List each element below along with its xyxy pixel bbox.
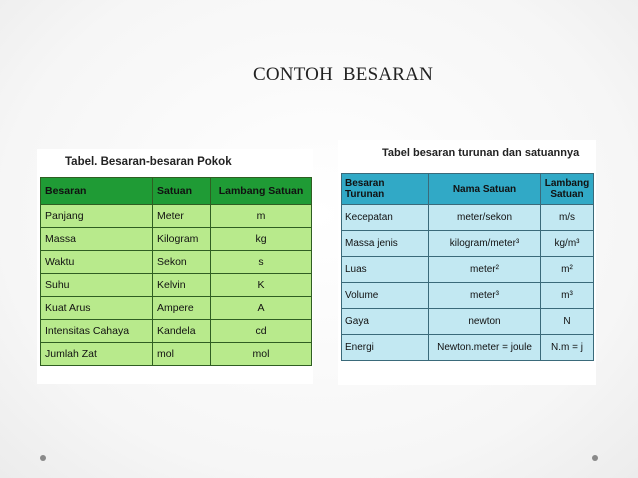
pokok-cell-satuan: Meter	[153, 205, 211, 228]
pokok-cell-besaran: Suhu	[41, 274, 153, 297]
table-row	[342, 257, 594, 283]
turunan-cell-nama-satuan: meter²	[429, 257, 541, 283]
pokok-cell-satuan: Kelvin	[153, 274, 211, 297]
table-row	[342, 283, 594, 309]
turunan-cell-lambang: m/s	[541, 205, 594, 231]
pokok-cell-lambang: mol	[211, 343, 312, 366]
table-row	[41, 343, 312, 366]
turunan-cell-nama-satuan: newton	[429, 309, 541, 335]
pokok-header-lambang: Lambang Satuan	[211, 178, 312, 205]
turunan-cell-lambang: kg/m³	[541, 231, 594, 257]
pokok-cell-lambang: K	[211, 274, 312, 297]
pokok-cell-satuan: Kilogram	[153, 228, 211, 251]
pokok-table-caption: Tabel. Besaran-besaran Pokok	[65, 156, 232, 168]
turunan-cell-besaran: Kecepatan	[342, 205, 429, 231]
turunan-cell-nama-satuan: meter³	[429, 283, 541, 309]
table-row	[342, 309, 594, 335]
turunan-cell-besaran: Gaya	[342, 309, 429, 335]
pokok-cell-satuan: Ampere	[153, 297, 211, 320]
turunan-cell-nama-satuan: kilogram/meter³	[429, 231, 541, 257]
pokok-cell-lambang: s	[211, 251, 312, 274]
table-row	[41, 274, 312, 297]
pokok-cell-besaran: Kuat Arus	[41, 297, 153, 320]
pokok-header-besaran: Besaran	[41, 178, 153, 205]
turunan-cell-besaran: Energi	[342, 335, 429, 361]
turunan-cell-besaran: Luas	[342, 257, 429, 283]
pokok-cell-lambang: m	[211, 205, 312, 228]
besaran-pokok-table-image	[37, 149, 313, 384]
pokok-cell-satuan: mol	[153, 343, 211, 366]
table-row	[342, 231, 594, 257]
turunan-cell-nama-satuan: Newton.meter = joule	[429, 335, 541, 361]
turunan-header-besaran: Besaran Turunan	[342, 174, 429, 205]
slide-decor-dot-right	[592, 455, 598, 461]
pokok-cell-besaran: Intensitas Cahaya	[41, 320, 153, 343]
turunan-cell-lambang: N	[541, 309, 594, 335]
pokok-cell-lambang: kg	[211, 228, 312, 251]
turunan-cell-lambang: m²	[541, 257, 594, 283]
turunan-header-nama-satuan: Nama Satuan	[429, 174, 541, 205]
pokok-table	[40, 177, 312, 366]
table-row	[41, 297, 312, 320]
turunan-cell-lambang: N.m = j	[541, 335, 594, 361]
turunan-cell-lambang: m³	[541, 283, 594, 309]
table-row	[342, 335, 594, 361]
pokok-header-row	[41, 178, 312, 205]
pokok-cell-besaran: Panjang	[41, 205, 153, 228]
table-row	[41, 320, 312, 343]
table-row	[342, 205, 594, 231]
table-row	[41, 251, 312, 274]
table-row	[41, 205, 312, 228]
turunan-cell-besaran: Volume	[342, 283, 429, 309]
pokok-cell-satuan: Kandela	[153, 320, 211, 343]
pokok-cell-besaran: Massa	[41, 228, 153, 251]
turunan-header-row	[342, 174, 594, 205]
slide-decor-dot-left	[40, 455, 46, 461]
pokok-cell-lambang: A	[211, 297, 312, 320]
pokok-cell-besaran: Waktu	[41, 251, 153, 274]
turunan-table-caption: Tabel besaran turunan dan satuannya	[382, 147, 580, 159]
table-row	[41, 228, 312, 251]
pokok-header-satuan: Satuan	[153, 178, 211, 205]
pokok-cell-satuan: Sekon	[153, 251, 211, 274]
turunan-table	[341, 173, 594, 361]
turunan-cell-nama-satuan: meter/sekon	[429, 205, 541, 231]
pokok-cell-lambang: cd	[211, 320, 312, 343]
pokok-cell-besaran: Jumlah Zat	[41, 343, 153, 366]
slide-title: CONTOH BESARAN	[253, 64, 434, 85]
turunan-cell-besaran: Massa jenis	[342, 231, 429, 257]
besaran-turunan-table-image	[338, 140, 596, 385]
turunan-header-lambang: Lambang Satuan	[541, 174, 594, 205]
